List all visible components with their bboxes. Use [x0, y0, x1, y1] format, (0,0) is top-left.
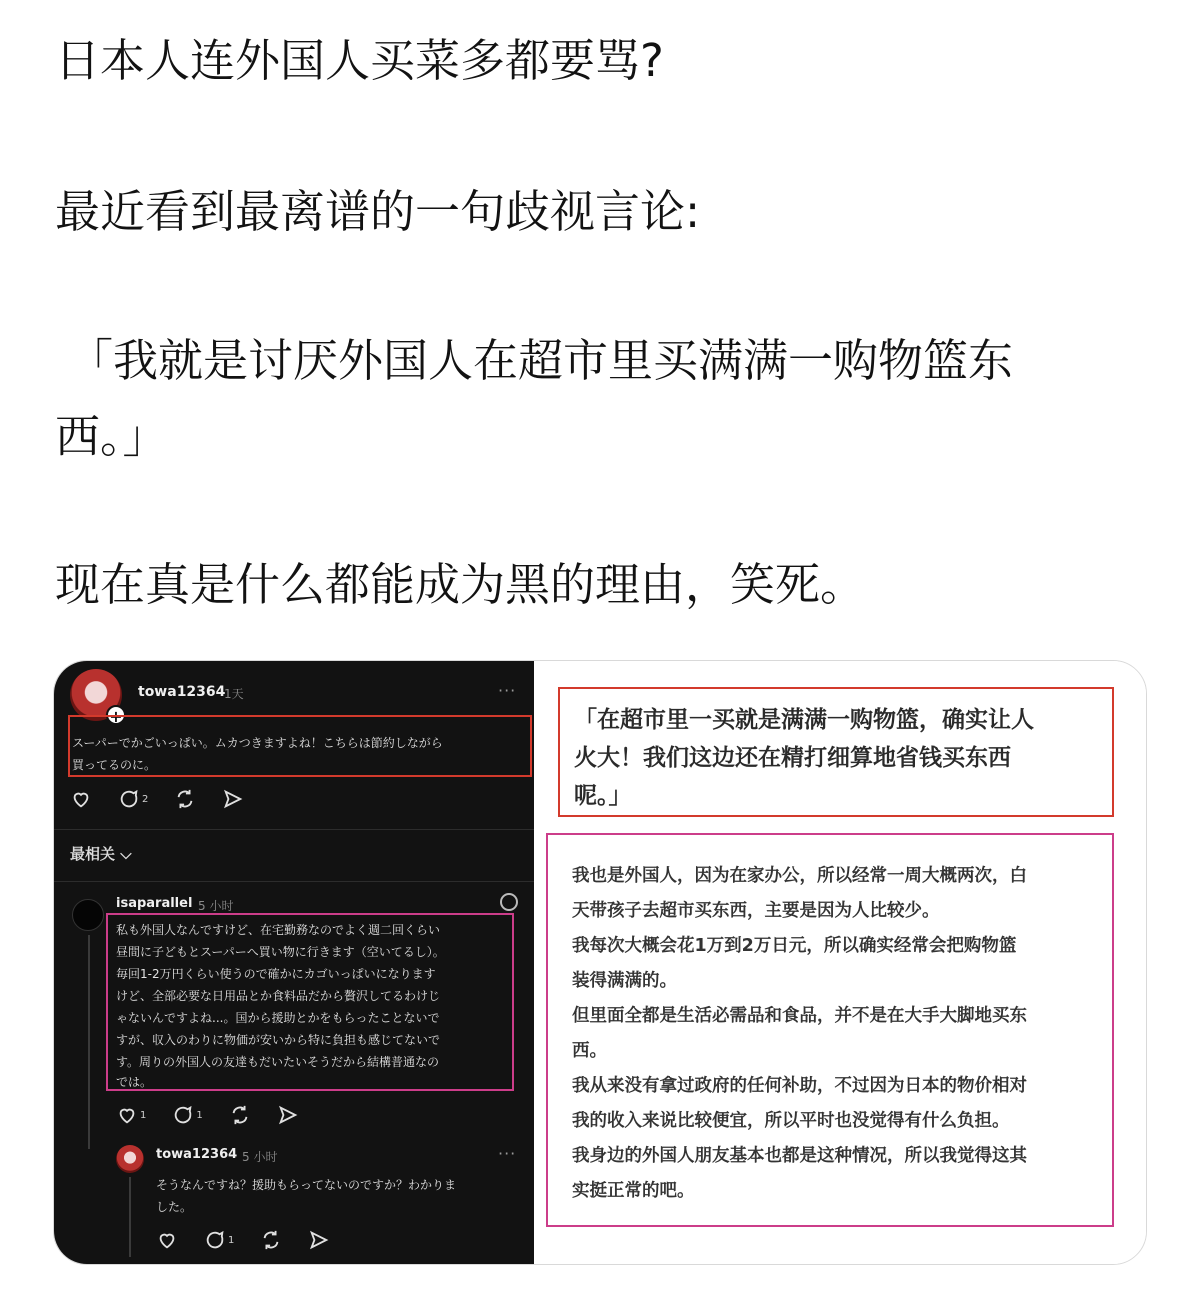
translated-reply-line: 西。 [572, 1041, 607, 1061]
translation-panel [534, 661, 1147, 1265]
comment-count: 2 [142, 793, 149, 805]
sub-reply-time: 5 小时 [242, 1150, 278, 1164]
like-icon [156, 1229, 178, 1251]
post-time: 1天 [224, 687, 244, 701]
reply-more-icon [500, 893, 518, 911]
follow-plus-icon: + [106, 705, 126, 725]
share-icon [308, 1229, 330, 1251]
reply-line: では。 [116, 1075, 153, 1089]
reply-username: isaparallel [116, 896, 193, 911]
translated-reply-line: 我也是外国人，因为在家办公，所以经常一周大概两次，白 [572, 866, 1027, 886]
like-icon [116, 1104, 146, 1126]
translated-quote-line: 呢。」 [574, 783, 632, 809]
reply-line: す。周りの外国人の友達もだいたいそうだから結構普通なの [116, 1055, 440, 1069]
post-quote-line2: 西。」 [55, 410, 168, 463]
share-icon [277, 1104, 299, 1126]
comment-icon [172, 1104, 202, 1126]
repost-icon [260, 1229, 282, 1251]
reply-line: 毎回1-2万円くらい使うので確かにカゴいっぱいになります [116, 967, 436, 981]
more-icon: ··· [498, 1144, 517, 1163]
thread-line [129, 1177, 131, 1257]
comment-count: 1 [228, 1234, 235, 1246]
translated-quote-line: 「在超市里一买就是满满一购物篮，确实让人 [574, 707, 1034, 733]
share-icon [222, 788, 244, 810]
translated-reply [572, 859, 1112, 1209]
reply-actions [116, 1104, 325, 1126]
post-intro: 最近看到最离谱的一句歧视言论: [55, 185, 701, 238]
thread-line [88, 935, 90, 1149]
translated-reply-line: 天带孩子去超市买东西，主要是因为人比较少。 [572, 901, 940, 921]
avatar [70, 669, 123, 726]
post-text-line2: 買ってるのに。 [72, 758, 157, 772]
post-actions [70, 788, 270, 810]
avatar [72, 899, 104, 931]
translated-quote [574, 701, 1104, 815]
like-count: 1 [140, 1109, 147, 1121]
post-text-line1: スーパーでかごいっぱい。ムカつきますよね！こちらは節約しながら [72, 736, 443, 750]
username: towa12364 [138, 684, 226, 700]
divider [54, 881, 534, 882]
like-icon [70, 788, 92, 810]
attached-image[interactable] [53, 660, 1147, 1265]
post-title: 日本人连外国人买菜多都要骂? [55, 34, 664, 87]
reply-line: 私も外国人なんですけど、在宅勤務なのでよく週二回くらい [116, 923, 441, 937]
translated-reply-line: 装得满满的。 [572, 971, 677, 991]
reply-line: ゃないんですよね...。国から援助とかをもらったことないで [116, 1011, 440, 1025]
translated-reply-line: 我身边的外国人朋友基本也都是这种情况，所以我觉得这其 [572, 1146, 1027, 1166]
comment-icon [204, 1229, 234, 1251]
comment-icon [118, 788, 148, 810]
post-comment: 现在真是什么都能成为黑的理由，笑死。 [55, 558, 866, 611]
divider [54, 829, 534, 830]
avatar [116, 1145, 144, 1173]
reply-line: すが、収入のわりに物価が安いから特に負担も感じてないで [116, 1033, 441, 1047]
sub-reply-actions [156, 1229, 356, 1251]
repost-icon [174, 788, 196, 810]
reply-line: 昼間に子どもとスーパーへ買い物に行きます（空いてるし）。 [116, 945, 445, 959]
sub-reply-username: towa12364 [156, 1147, 238, 1162]
sort-selector: 最相关 ⌵ [70, 845, 132, 863]
more-icon: ··· [498, 681, 517, 700]
translated-reply-line: 但里面全都是生活必需品和食品，并不是在大手大脚地买东 [572, 1006, 1027, 1026]
reply-time: 5 小时 [198, 899, 234, 913]
translated-reply-line: 实挺正常的吧。 [572, 1181, 695, 1201]
translated-reply-line: 我的收入来说比较便宜，所以平时也没觉得有什么负担。 [572, 1111, 1010, 1131]
threads-screenshot [54, 661, 534, 1265]
sub-reply-line2: した。 [156, 1200, 193, 1214]
repost-icon [229, 1104, 251, 1126]
translated-reply-line: 我每次大概会花1万到2万日元，所以确实经常会把购物篮 [572, 936, 1017, 956]
translated-quote-line: 火大！我们这边还在精打细算地省钱买东西 [574, 745, 1011, 771]
comment-count: 1 [196, 1109, 203, 1121]
post-quote-line1: 「我就是讨厌外国人在超市里买满满一购物篮东 [68, 334, 1014, 387]
sub-reply-line1: そうなんですね？援助もらってないのですか？わかりま [156, 1178, 457, 1192]
translated-reply-line: 我从来没有拿过政府的任何补助，不过因为日本的物价相对 [572, 1076, 1027, 1096]
reply-line: けど、全部必要な日用品とか食料品だから贅沢してるわけじ [116, 989, 441, 1003]
